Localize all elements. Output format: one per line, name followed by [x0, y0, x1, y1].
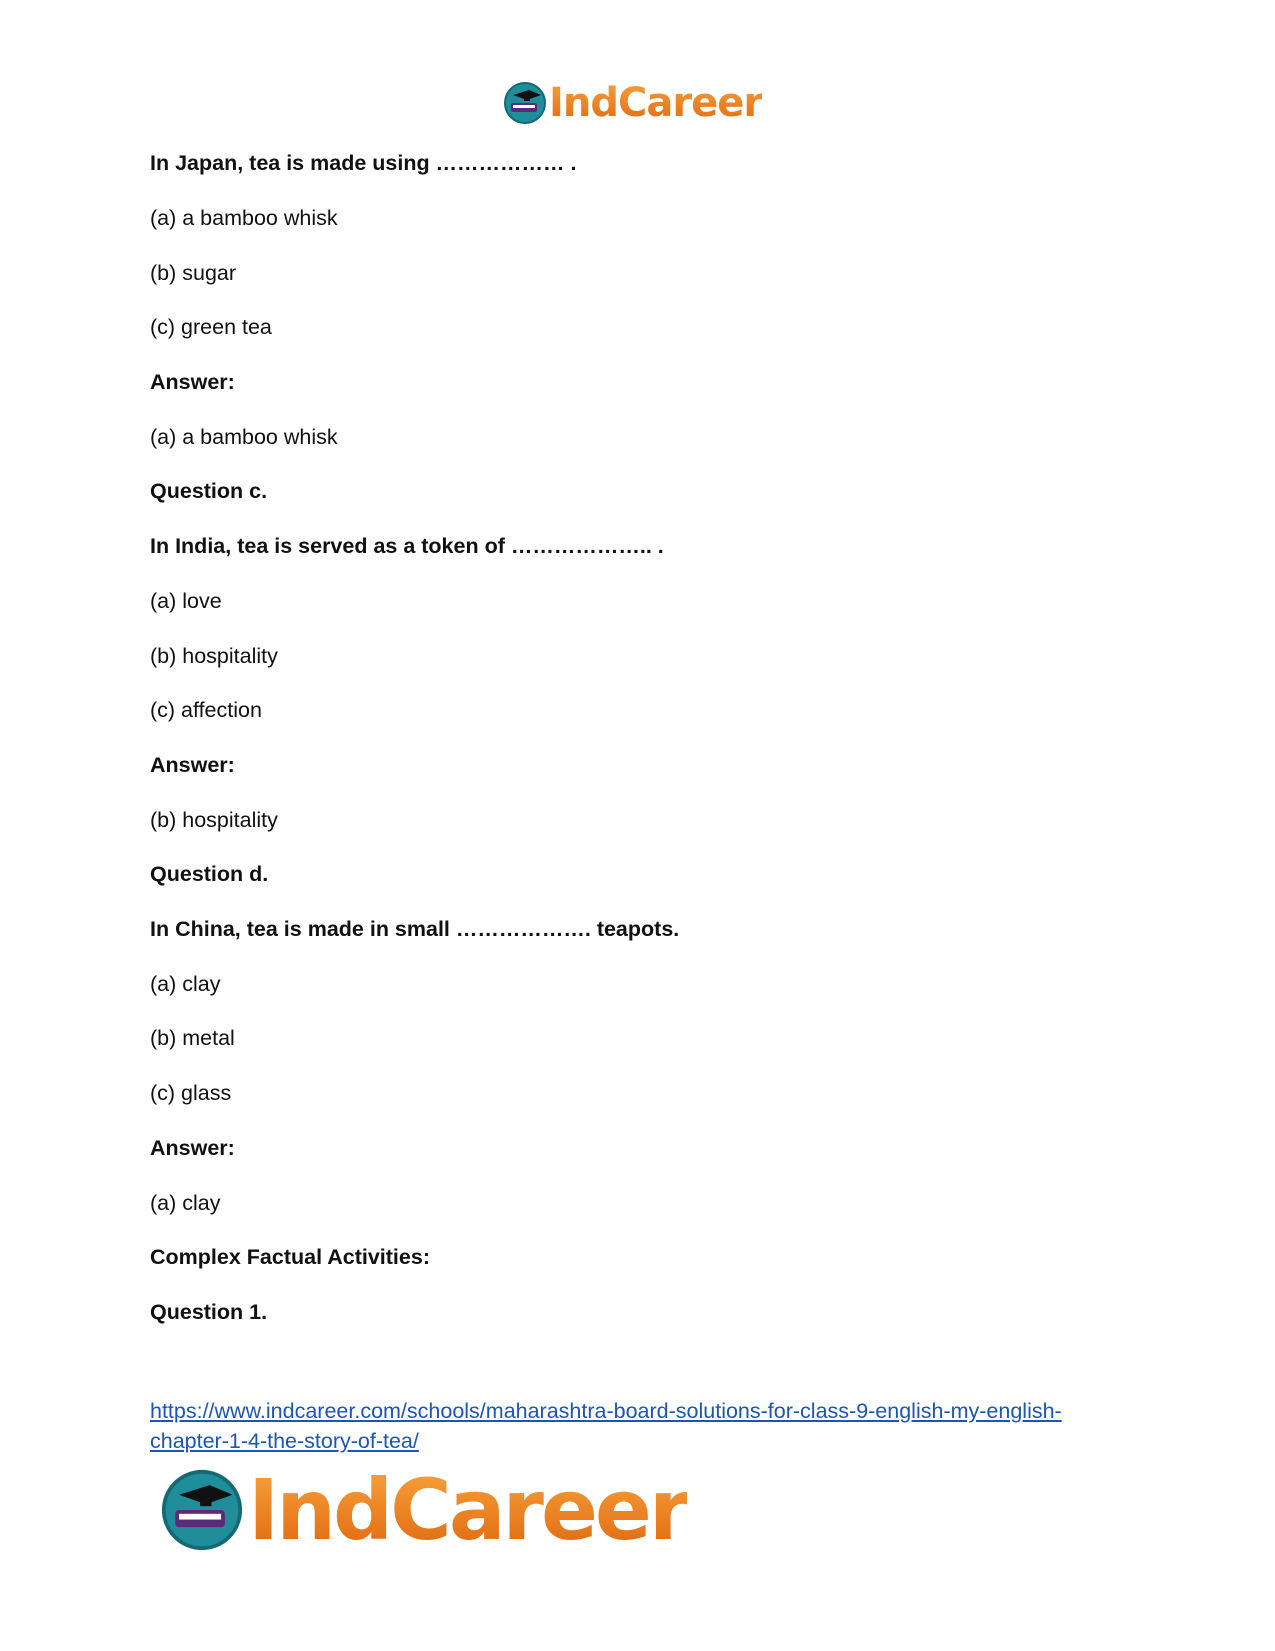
- section-heading: Complex Factual Activities:: [150, 1245, 430, 1269]
- question-heading: Question c.: [150, 479, 268, 503]
- option-a: (a) clay: [150, 972, 221, 996]
- answer-heading: Answer:: [150, 370, 235, 394]
- answer-text: (b) hospitality: [150, 808, 278, 832]
- answer-heading: Answer:: [150, 1136, 235, 1160]
- answer-text: (a) clay: [150, 1191, 221, 1215]
- footer-logo: [160, 1461, 688, 1559]
- option-b: (b) hospitality: [150, 644, 278, 668]
- question-heading: Question 1.: [150, 1300, 268, 1324]
- answer-text: (a) a bamboo whisk: [150, 425, 338, 449]
- option-c: (c) affection: [150, 698, 262, 722]
- option-a: (a) love: [150, 589, 222, 613]
- logo-text: IndCareer: [248, 1461, 688, 1559]
- option-b: (b) metal: [150, 1026, 235, 1050]
- option-a: (a) a bamboo whisk: [150, 206, 338, 230]
- logo-text: IndCareer: [549, 80, 763, 126]
- option-c: (c) glass: [150, 1081, 232, 1105]
- question-heading: Question d.: [150, 862, 269, 886]
- graduation-book-icon: [160, 1468, 244, 1552]
- question-text: In Japan, tea is made using ……………… .: [150, 151, 577, 175]
- question-text: In India, tea is served as a token of ……………….. .: [150, 534, 664, 558]
- question-text: In China, tea is made in small ………………. teapots.: [150, 917, 680, 941]
- answer-heading: Answer:: [150, 753, 235, 777]
- option-c: (c) green tea: [150, 315, 272, 339]
- option-b: (b) sugar: [150, 261, 237, 285]
- header-logo: [503, 80, 762, 126]
- graduation-book-icon: [503, 81, 547, 125]
- source-link[interactable]: https://www.indcareer.com/schools/maharashtra-board-solutions-for-class-9-english-my-english-chapter-1-4-the-story-of-tea/: [150, 1399, 1062, 1453]
